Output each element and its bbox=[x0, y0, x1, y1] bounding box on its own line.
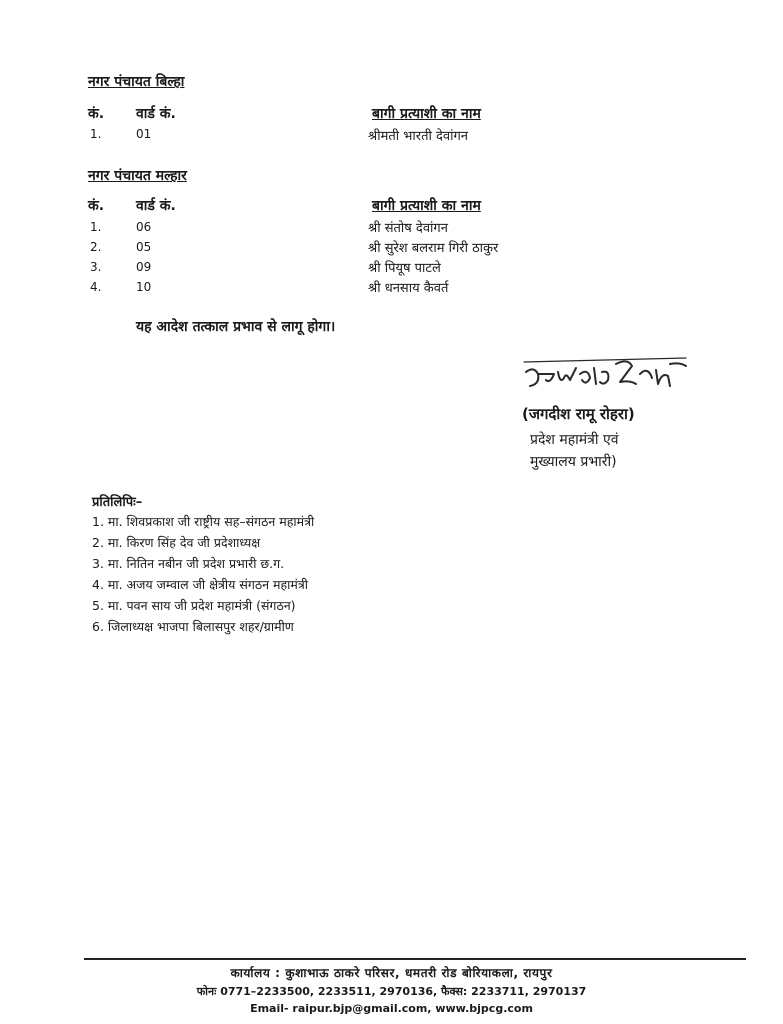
row-serial: 3. bbox=[90, 260, 102, 274]
section-2-col-serial: कं. bbox=[88, 198, 105, 214]
list-item: 4. मा. अजय जम्वाल जी क्षेत्रीय संगठन महामंत्री bbox=[92, 577, 309, 592]
row-ward: 06 bbox=[136, 220, 152, 234]
section-1-col-serial: कं. bbox=[88, 106, 105, 122]
footer-office-address: कार्यालय : कुशाभाऊ ठाकरे परिसर, धमतरी रोड बोरियाकला, रायपुर bbox=[230, 966, 553, 980]
row-serial: 4. bbox=[90, 280, 102, 294]
row-candidate-name: श्री धनसाय कैवर्त bbox=[368, 281, 449, 296]
row-ward: 10 bbox=[136, 280, 152, 294]
row-candidate-name: श्री सुरेश बलराम गिरी ठाकुर bbox=[368, 241, 499, 256]
row-candidate-name: श्री संतोष देवांगन bbox=[368, 221, 448, 236]
signature-image bbox=[520, 350, 690, 400]
section-2-col-name: बागी प्रत्याशी का नाम bbox=[372, 198, 481, 214]
row-candidate-name: श्री पियूष पाटले bbox=[368, 261, 441, 276]
section-2-title: नगर पंचायत मल्हार bbox=[88, 168, 187, 184]
row-serial: 2. bbox=[90, 240, 102, 254]
footer-divider bbox=[84, 958, 746, 960]
signatory-name: (जगदीश रामू रोहरा) bbox=[522, 405, 635, 423]
row-candidate-name: श्रीमती भारती देवांगन bbox=[368, 129, 469, 144]
copy-to-title: प्रतिलिपिः– bbox=[92, 495, 143, 510]
footer-phone: फोनः 0771–2233500, 2233511, 2970136, फैक्स: 2233711, 2970137 bbox=[196, 985, 587, 998]
row-ward: 01 bbox=[136, 127, 152, 141]
list-item: 3. मा. नितिन नबीन जी प्रदेश प्रभारी छ.ग. bbox=[92, 556, 285, 571]
row-serial: 1. bbox=[90, 127, 102, 141]
list-item: 1. मा. शिवप्रकाश जी राष्ट्रीय सह–संगठन महामंत्री bbox=[92, 514, 315, 529]
order-text: यह आदेश तत्काल प्रभाव से लागू होगा। bbox=[136, 319, 336, 335]
row-ward: 09 bbox=[136, 260, 152, 274]
section-1-title: नगर पंचायत बिल्हा bbox=[88, 74, 185, 90]
row-ward: 05 bbox=[136, 240, 152, 254]
footer-contact: Email- raipur.bjp@gmail.com, www.bjpcg.com bbox=[250, 1002, 533, 1015]
row-serial: 1. bbox=[90, 220, 102, 234]
list-item: 6. जिलाध्यक्ष भाजपा बिलासपुर शहर/ग्रामीण bbox=[92, 619, 294, 634]
signatory-designation-2: मुख्यालय प्रभारी) bbox=[530, 454, 617, 470]
signatory-designation-1: प्रदेश महामंत्री एवं bbox=[530, 432, 619, 448]
list-item: 2. मा. किरण सिंह देव जी प्रदेशाध्यक्ष bbox=[92, 535, 261, 550]
section-1-col-ward: वार्ड कं. bbox=[136, 106, 176, 122]
section-1-col-name: बागी प्रत्याशी का नाम bbox=[372, 106, 481, 122]
section-2-col-ward: वार्ड कं. bbox=[136, 198, 176, 214]
list-item: 5. मा. पवन साय जी प्रदेश महामंत्री (संगठन) bbox=[92, 598, 296, 613]
